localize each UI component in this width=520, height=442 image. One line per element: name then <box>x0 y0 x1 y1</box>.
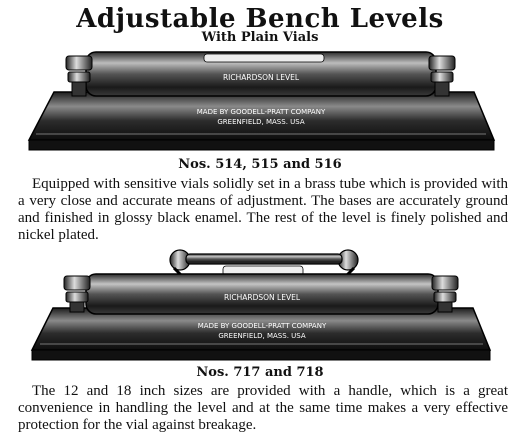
vial-marking: RICHARDSON LEVEL <box>222 73 300 82</box>
base-marking-line1: MADE BY GOODELL-PRATT COMPANY <box>197 322 327 330</box>
base-marking-line2: GREENFIELD, MASS. USA <box>217 118 305 126</box>
page-title: Adjustable Bench Levels <box>76 4 444 34</box>
vial-marking: RICHARDSON LEVEL <box>223 293 301 302</box>
level-illustration-2 <box>28 246 496 364</box>
page-subtitle: With Plain Vials <box>201 30 319 45</box>
caption-2: Nos. 717 and 718 <box>196 365 324 380</box>
description-2: The 12 and 18 inch sizes are provided with a handle, which is a great convenience in handling the level and at the same time makes a very effective protection for the vial against breakage. <box>18 383 508 433</box>
caption-1: Nos. 514, 515 and 516 <box>178 157 342 172</box>
base-marking-line1: MADE BY GOODELL-PRATT COMPANY <box>196 108 326 116</box>
description-1: Equipped with sensitive vials solidly set in a brass tube which is provided with a very close and accurate means of adjustment. The bases are accurately ground and finished in glossy black enamel. The rest of the level is finely polished and nickel plated. <box>18 176 508 243</box>
level-illustration-1 <box>24 44 499 152</box>
base-marking-line2: GREENFIELD, MASS. USA <box>218 332 306 340</box>
